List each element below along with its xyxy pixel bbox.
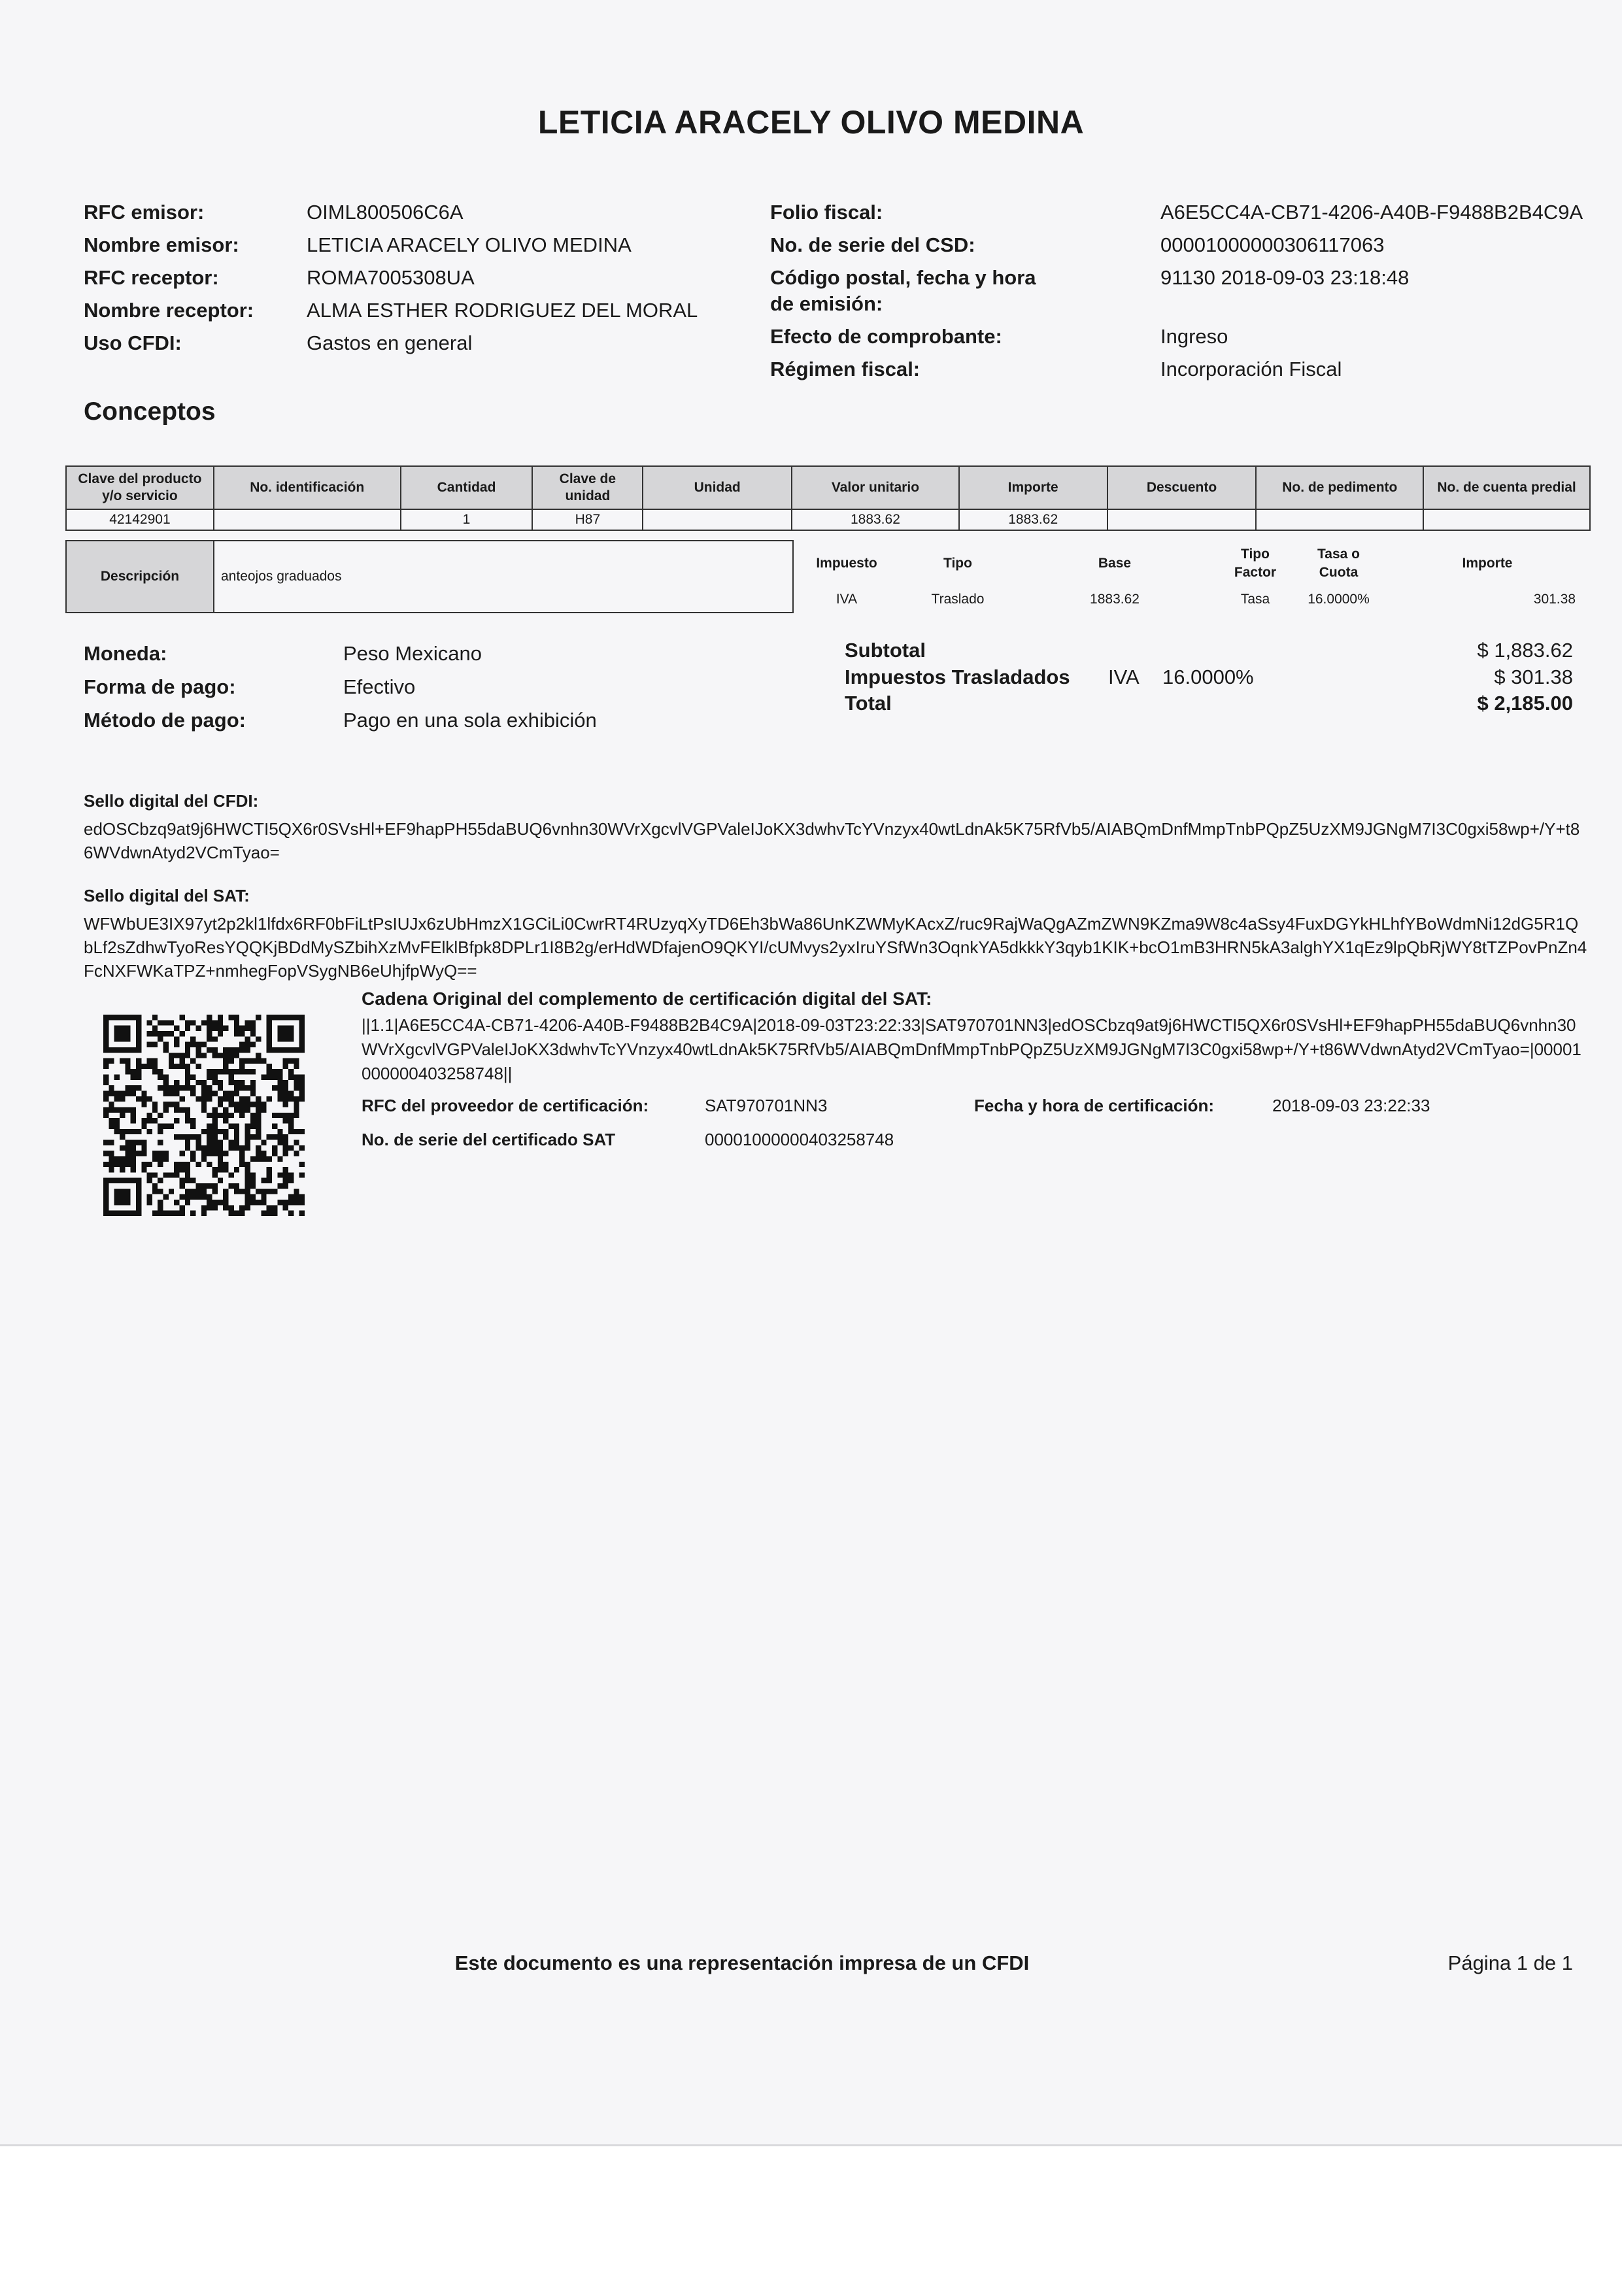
rfc-proveedor-value: SAT970701NN3 bbox=[705, 1096, 828, 1115]
total-label: Total bbox=[845, 692, 892, 715]
tax-header-tipo-factor: Tipo Factor bbox=[1234, 547, 1277, 580]
field-value: LETICIA ARACELY OLIVO MEDINA bbox=[307, 233, 632, 256]
table-cell bbox=[1107, 509, 1257, 530]
cfdi-seal-value: edOSCbzq9at9j6HWCTI5QX6r0SVsHl+EF9hapPH55daBUQ6vnhn30WVrXgcvlVGPValeIJoKX3dwhvTcYVnzyx40wtLdnAk5K75RfVb5/AIABQmDnfMmpTnbPQpZ5UzXM9JGNgM7I3C0gxi58wp+/Y+t86WVdwnAtyd2VCmTyao= bbox=[84, 819, 1580, 862]
cp-fecha-row bbox=[770, 262, 1614, 320]
taxes-type: IVA bbox=[1108, 666, 1140, 688]
field-value: Ingreso bbox=[1160, 325, 1228, 348]
field-value: 91130 2018-09-03 23:18:48 bbox=[1160, 266, 1410, 289]
serie-csd-row bbox=[770, 229, 1614, 262]
footer-note: Este documento es una representación impresa de un CFDI bbox=[454, 1951, 1030, 1974]
taxes-value: $ 301.38 bbox=[1494, 666, 1573, 688]
column-header: Importe bbox=[959, 466, 1107, 509]
table-cell bbox=[643, 509, 792, 530]
sat-seal-label: Sello digital del SAT: bbox=[84, 886, 250, 905]
rfc-receptor-row bbox=[84, 262, 737, 294]
column-header: Clave del producto y/o servicio bbox=[66, 466, 214, 509]
cfdi-seal-label: Sello digital del CFDI: bbox=[84, 791, 259, 811]
table-row bbox=[66, 509, 1590, 530]
section-title-conceptos: Conceptos bbox=[84, 397, 216, 426]
field-label: Uso CFDI: bbox=[84, 331, 182, 354]
nombre-receptor-row bbox=[84, 294, 737, 327]
table-cell bbox=[1256, 509, 1423, 530]
field-label: Folio fiscal: bbox=[770, 201, 883, 224]
column-header: Descuento bbox=[1107, 466, 1257, 509]
field-value: OIML800506C6A bbox=[307, 201, 464, 224]
tax-header-importe: Importe bbox=[1462, 556, 1513, 571]
field-value: Gastos en general bbox=[307, 331, 473, 354]
tax-header-base: Base bbox=[1098, 556, 1132, 571]
rfc-emisor-row bbox=[84, 196, 737, 229]
column-header: No. de pedimento bbox=[1256, 466, 1423, 509]
sat-seal-value: WFWbUE3IX97yt2p2kl1lfdx6RF0bFiLtPsIUJx6zUbHmzX1GCiLi0CwrRT4RUzyqXyTD6Eh3bWa86UnKZWMyKAcxZ/ruc9RajWaQgAZmZWN9KZma9W8c4aSsy4FuxDGYkHLhfYBoWdmNi12dG5R1QbLf2sZdhwTyoResYQQKjBDdMySZbihXzMvFElklBfpk8DPLr1I8B2g/erHdWDfajenO9QKYI/cUMvys2yxIruYSfWn3OqnkYA5dkkkY3qyb1KIK+bcO1mB3HRN5kA3alghYX1qEz9lpQbRjWY8tTZPovPnZn4FcNXFWKaTPZ+nmhegFopVSygNB6eUhjfpWyQ== bbox=[84, 914, 1587, 981]
table-cell: 1 bbox=[401, 509, 533, 530]
table-cell: H87 bbox=[532, 509, 643, 530]
field-label: Nombre emisor: bbox=[84, 233, 239, 256]
tax-header-impuesto: Impuesto bbox=[816, 556, 877, 571]
nombre-emisor-row bbox=[84, 229, 737, 262]
column-header: No. identificación bbox=[214, 466, 401, 509]
regimen-row bbox=[770, 353, 1614, 386]
folio-fiscal-row bbox=[770, 196, 1614, 229]
fecha-certificacion-label: Fecha y hora de certificación: bbox=[974, 1096, 1215, 1115]
payment-block bbox=[84, 637, 597, 737]
field-value: ROMA7005308UA bbox=[307, 266, 475, 289]
description-box bbox=[65, 540, 794, 613]
column-header: Valor unitario bbox=[792, 466, 959, 509]
description-label: Descripción bbox=[67, 541, 214, 612]
field-label: No. de serie del CSD: bbox=[770, 233, 975, 256]
cadena-original-value: ||1.1|A6E5CC4A-CB71-4206-A40B-F9488B2B4C9A|2018-09-03T23:22:33|SAT970701NN3|edOSCbzq9at9j6HWCTI5QX6r0SVsHl+EF9hapPH55daBUQ6vnhn30WVrXgcvlVGPValeIJoKX3dwhvTcYVnzyx40wtLdnAk5K75RfVb5/AIABQmDnfMmpTnbPQpZ5UzXM9JGNgM7I3C0gxi58wp+/Y+t86WVdwnAtyd2VCmTyao=|00001000000403258748|| bbox=[362, 1015, 1581, 1083]
fiscal-block bbox=[770, 196, 1614, 386]
tax-base: 1883.62 bbox=[1090, 592, 1140, 607]
subtotal-value: $ 1,883.62 bbox=[1477, 639, 1573, 662]
fecha-certificacion-value: 2018-09-03 23:22:33 bbox=[1272, 1096, 1430, 1115]
field-label: RFC receptor: bbox=[84, 266, 219, 289]
field-value: A6E5CC4A-CB71-4206-A40B-F9488B2B4C9A bbox=[1160, 201, 1583, 224]
forma-pago-row bbox=[84, 670, 597, 703]
tax-tasa: 16.0000% bbox=[1308, 592, 1370, 607]
field-label: Nombre receptor: bbox=[84, 299, 254, 322]
efecto-row bbox=[770, 320, 1614, 353]
tax-tipo-factor: Tasa bbox=[1240, 592, 1270, 607]
serie-certificado-label: No. de serie del certificado SAT bbox=[362, 1130, 616, 1149]
field-label: Efecto de comprobante: bbox=[770, 325, 1002, 348]
metodo-pago-row bbox=[84, 703, 597, 737]
serie-certificado-value: 00001000000403258748 bbox=[705, 1130, 894, 1149]
field-value: Peso Mexicano bbox=[343, 642, 482, 665]
emitter-block bbox=[84, 196, 737, 360]
issuer-title: LETICIA ARACELY OLIVO MEDINA bbox=[537, 104, 1085, 141]
field-value: Efectivo bbox=[343, 675, 416, 698]
uso-cfdi-row bbox=[84, 327, 737, 360]
scan-margin bbox=[0, 2144, 1622, 2296]
table-cell bbox=[1423, 509, 1590, 530]
table-cell: 42142901 bbox=[66, 509, 214, 530]
tax-tipo: Traslado bbox=[931, 592, 985, 607]
field-value: Pago en una sola exhibición bbox=[343, 709, 597, 732]
field-value: ALMA ESTHER RODRIGUEZ DEL MORAL bbox=[307, 299, 698, 322]
table-header-row bbox=[66, 466, 1590, 509]
tax-header-tipo: Tipo bbox=[943, 556, 972, 571]
tax-header-tasa: Tasa o Cuota bbox=[1317, 547, 1360, 580]
column-header: No. de cuenta predial bbox=[1423, 466, 1590, 509]
field-label: Código postal, fecha y hora de emisión: bbox=[770, 266, 1036, 315]
column-header: Cantidad bbox=[401, 466, 533, 509]
tax-impuesto: IVA bbox=[836, 592, 858, 607]
concepts-table bbox=[65, 465, 1591, 531]
subtotal-label: Subtotal bbox=[845, 639, 926, 662]
field-label: Régimen fiscal: bbox=[770, 358, 921, 380]
rfc-proveedor-label: RFC del proveedor de certificación: bbox=[362, 1096, 649, 1115]
page-number: Página 1 de 1 bbox=[1447, 1951, 1573, 1974]
taxes-rate: 16.0000% bbox=[1162, 666, 1254, 688]
field-value: 00001000000306117063 bbox=[1160, 233, 1385, 256]
field-label: Método de pago: bbox=[84, 709, 246, 732]
field-label: Moneda: bbox=[84, 642, 167, 665]
field-value: Incorporación Fiscal bbox=[1160, 358, 1342, 380]
tax-importe: 301.38 bbox=[1533, 592, 1576, 607]
table-cell: 1883.62 bbox=[792, 509, 959, 530]
moneda-row bbox=[84, 637, 597, 670]
column-header: Unidad bbox=[643, 466, 792, 509]
total-value: $ 2,185.00 bbox=[1477, 692, 1573, 715]
field-label: RFC emisor: bbox=[84, 201, 205, 224]
cadena-original-label: Cadena Original del complemento de certificación digital del SAT: bbox=[362, 988, 932, 1009]
table-cell: 1883.62 bbox=[959, 509, 1107, 530]
taxes-label: Impuestos Trasladados bbox=[845, 666, 1070, 688]
table-cell bbox=[214, 509, 401, 530]
field-label: Forma de pago: bbox=[84, 675, 236, 698]
qr-code bbox=[103, 1015, 305, 1216]
column-header: Clave de unidad bbox=[532, 466, 643, 509]
description-value: anteojos graduados bbox=[221, 569, 342, 584]
